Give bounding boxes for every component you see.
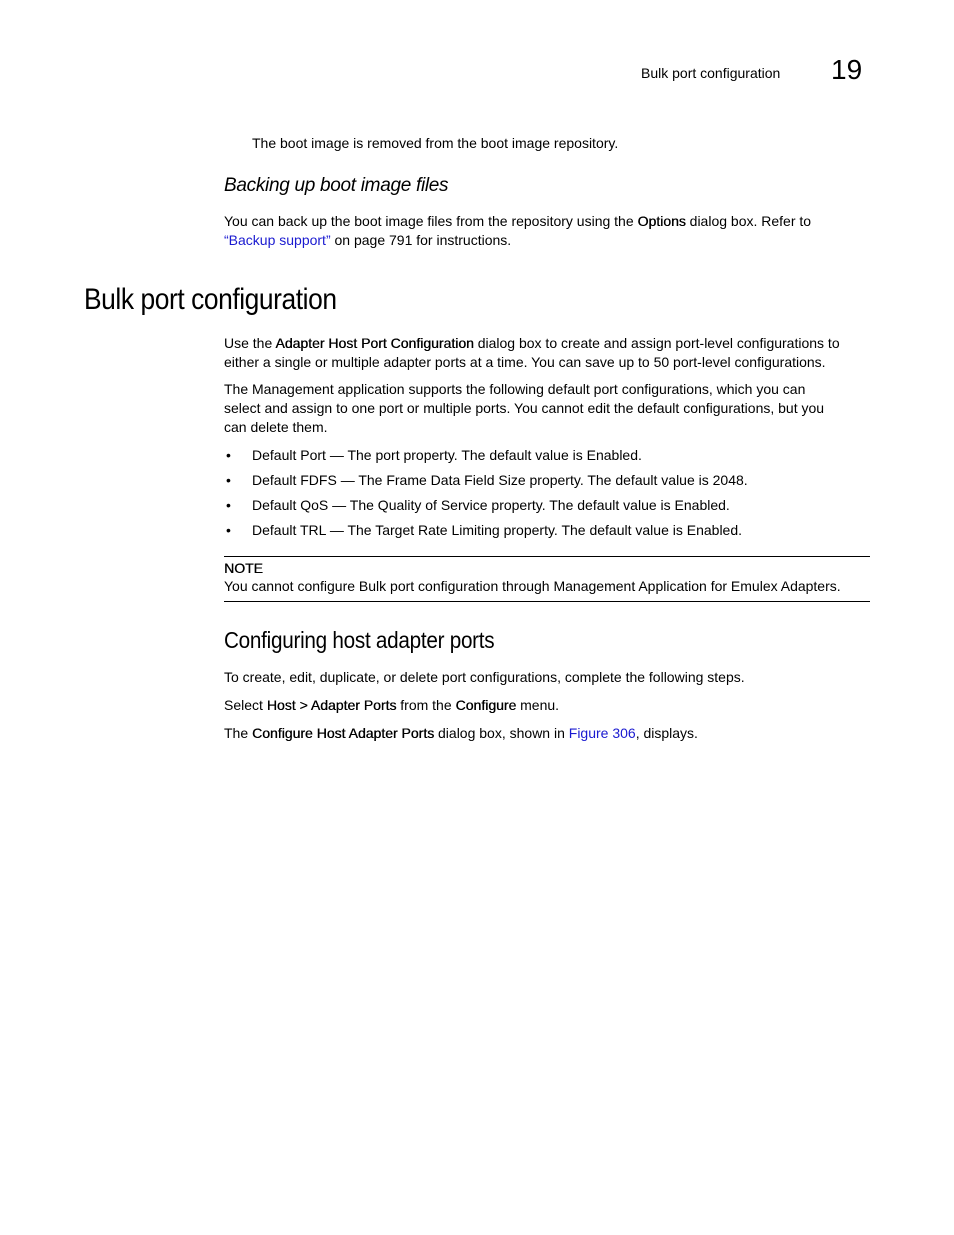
adapter-host-port-config-term: Adapter Host Port Configuration [275, 335, 474, 351]
running-header-title: Bulk port configuration [641, 65, 781, 81]
text-run: Use the [224, 335, 276, 351]
text-run: from the [396, 697, 456, 713]
bullet-icon: • [226, 447, 231, 463]
list-item [224, 496, 874, 521]
text-run: Select [224, 697, 267, 713]
text-run: The [224, 725, 253, 741]
list-item-text: Default FDFS — The Frame Data Field Size property. The default value is 2048. [252, 472, 748, 488]
configure-host-adapter-ports-term: Configure Host Adapter Ports [252, 725, 435, 741]
backup-support-link[interactable]: “Backup support” [224, 232, 331, 248]
text-run: You can back up the boot image files from the repository using the [224, 213, 638, 229]
text-run: The Management application supports the following default port configurations, which you can [224, 381, 806, 397]
host-adapter-ports-term: Host > Adapter Ports [266, 697, 397, 713]
text-run: on page 791 for instructions. [330, 232, 512, 248]
bullet-icon: • [226, 522, 231, 538]
bullet-icon: • [226, 472, 231, 488]
options-term: Options [637, 213, 686, 229]
backing-up-heading: Backing up boot image files [224, 175, 449, 196]
note-box [224, 556, 870, 602]
bulk-paragraph-2 [224, 380, 884, 437]
chapter-number: 19 [831, 54, 863, 85]
list-item-text: Default Port — The port property. The default value is Enabled. [252, 447, 642, 463]
list-item [224, 446, 874, 471]
configuring-paragraph-1: To create, edit, duplicate, or delete port configurations, complete the following steps. [224, 669, 745, 685]
page-title: Bulk port configuration [84, 283, 337, 316]
text-run: menu. [516, 697, 560, 713]
bullet-icon: • [226, 497, 231, 513]
text-run: can delete them. [224, 419, 328, 435]
note-label: NOTE [224, 560, 263, 576]
text-run: dialog box to create and assign port-level configurations to [473, 335, 840, 351]
list-item-text: Default QoS — The Quality of Service property. The default value is Enabled. [252, 497, 730, 513]
list-item [224, 521, 874, 546]
text-run: dialog box. Refer to [685, 213, 812, 229]
list-item [224, 471, 874, 496]
list-item-text: Default TRL — The Target Rate Limiting property. The default value is Enabled. [252, 522, 743, 538]
text-run: , displays. [635, 725, 698, 741]
note-text: You cannot configure Bulk port configuration through Management Application for Emulex Adapters. [224, 578, 841, 594]
default-config-list [224, 446, 874, 546]
configuring-paragraph-2 [224, 696, 559, 715]
bulk-paragraph-1 [224, 334, 884, 372]
text-run: dialog box, shown in [434, 725, 569, 741]
figure-306-link[interactable]: Figure 306 [568, 725, 636, 741]
section-heading: Configuring host adapter ports [224, 627, 495, 653]
configuring-paragraph-3 [224, 724, 698, 743]
backing-up-paragraph [224, 212, 874, 250]
removed-line: The boot image is removed from the boot image repository. [252, 135, 619, 151]
text-run: select and assign to one port or multiple ports. You cannot edit the default configurations, but you [224, 400, 825, 416]
configure-term: Configure [455, 697, 517, 713]
text-run: either a single or multiple adapter ports at a time. You can save up to 50 port-level configurations. [224, 354, 826, 370]
